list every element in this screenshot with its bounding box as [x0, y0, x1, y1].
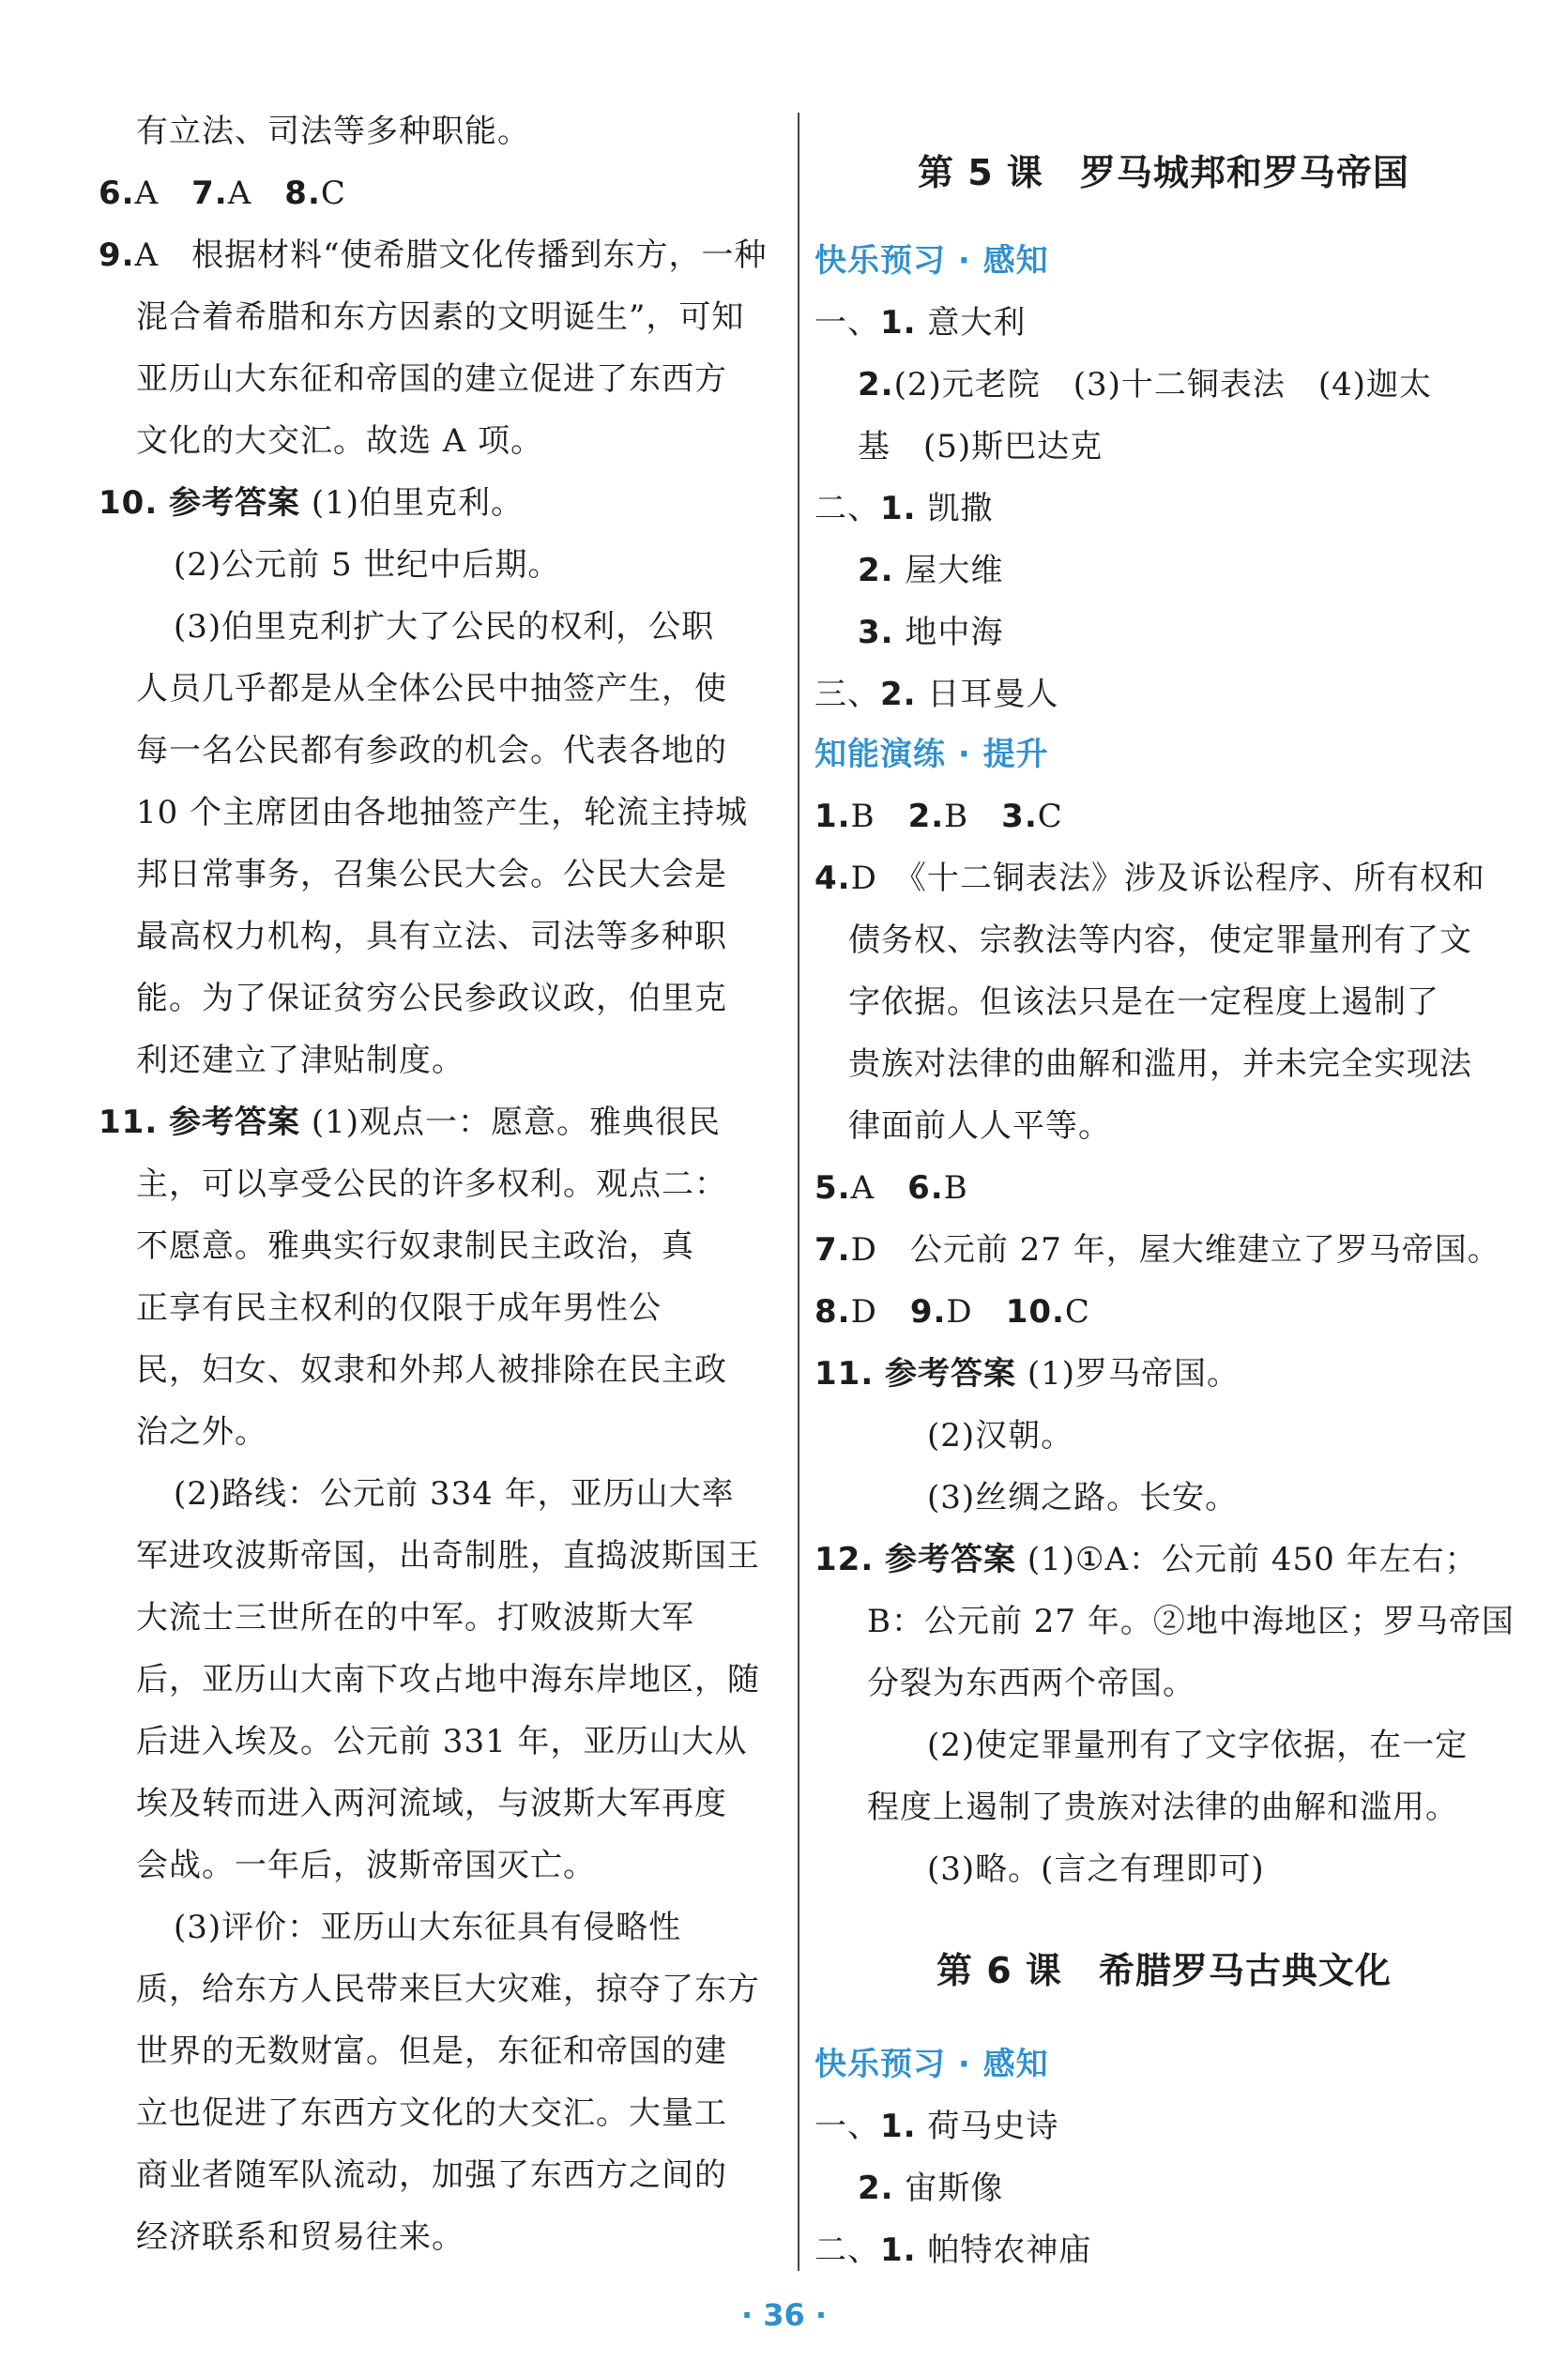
question-4: 4.D 《十二铜表法》涉及诉讼程序、所有权和 [814, 860, 1485, 897]
section-heading: 知能演练 · 提升 [814, 736, 1049, 773]
text-line: (2)公元前 5 世纪中后期。 [174, 546, 561, 584]
answer-row: 一、1. 荷马史诗 [814, 2108, 1059, 2145]
text-line: 民，妇女、奴隶和外邦人被排除在民主政 [136, 1351, 727, 1389]
text-line: 大流士三世所在的中军。打败波斯大军 [136, 1599, 694, 1637]
text-line: 后，亚历山大南下攻占地中海东岸地区，随 [136, 1661, 760, 1698]
text-line: 邦日常事务，召集公民大会。公民大会是 [136, 856, 727, 893]
text-line: 治之外。 [136, 1413, 267, 1451]
column-divider [798, 113, 799, 2271]
answer-row: 2. 屋大维 [858, 552, 1004, 589]
text-line: 最高权力机构，具有立法、司法等多种职 [136, 918, 727, 955]
question-9: 9.A 根据材料“使希腊文化传播到东方，一种 [99, 236, 768, 274]
text-line: 立也促进了东西方文化的大交汇。大量工 [136, 2094, 727, 2132]
question-10: 10. 参考答案 (1)伯里克利。 [99, 484, 525, 522]
text-line: 有立法、司法等多种职能。 [136, 113, 530, 150]
text-line: (2)汉朝。 [927, 1417, 1074, 1455]
text-line: 程度上遏制了贵族对法律的曲解和滥用。 [867, 1789, 1458, 1826]
answer-row: 一、1. 意大利 [814, 304, 1027, 342]
text-line: (3)丝绸之路。长安。 [927, 1479, 1239, 1516]
text-line: 主，可以享受公民的许多权利。观点二： [136, 1165, 727, 1203]
text-line: (3)略。(言之有理即可) [927, 1851, 1265, 1888]
answer-row: 2.(2)元老院 (3)十二铜表法 (4)迦太 [858, 366, 1433, 404]
text-line: 后进入埃及。公元前 331 年，亚历山大从 [136, 1723, 748, 1760]
text-line: 字依据。但该法只是在一定程度上遏制了 [848, 983, 1439, 1021]
answer-row: 3. 地中海 [858, 614, 1004, 651]
text-line: (2)使定罪量刑有了文字依据，在一定 [927, 1727, 1469, 1764]
text-line: 经济联系和贸易往来。 [136, 2218, 464, 2256]
text-line: 会战。一年后，波斯帝国灭亡。 [136, 1847, 596, 1884]
text-line: 人员几乎都是从全体公民中抽签产生，使 [136, 670, 727, 708]
text-line: 基 (5)斯巴达克 [858, 428, 1104, 465]
page-number: · 36 · [740, 2297, 828, 2333]
text-line: 分裂为东西两个帝国。 [867, 1665, 1195, 1702]
question-12: 12. 参考答案 (1)①A：公元前 450 年左右； [814, 1541, 1478, 1578]
text-line: (3)评价：亚历山大东征具有侵略性 [174, 1909, 682, 1946]
text-line: 亚历山大东征和帝国的建立促进了东西方 [136, 360, 727, 398]
answer-row: 二、1. 帕特农神庙 [814, 2231, 1092, 2269]
answer-row: 1.B 2.B 3.C [814, 798, 1063, 835]
answer-row: 8.D 9.D 10.C [814, 1293, 1090, 1331]
text-line: 质，给东方人民带来巨大灾难，掠夺了东方 [136, 1971, 760, 2008]
lesson-6-title: 第 6 课 希腊罗马古典文化 [936, 1950, 1392, 1991]
text-line: B：公元前 27 年。②地中海地区；罗马帝国 [867, 1603, 1515, 1640]
text-line: 利还建立了津贴制度。 [136, 1042, 464, 1079]
text-line: 贵族对法律的曲解和滥用，并未完全实现法 [848, 1045, 1472, 1083]
question-11: 11. 参考答案 (1)观点一：愿意。雅典很民 [99, 1104, 722, 1141]
answer-row: 二、1. 凯撒 [814, 490, 994, 527]
text-line: (2)路线：公元前 334 年，亚历山大率 [174, 1475, 735, 1513]
answer-row: 5.A 6.B [814, 1169, 968, 1207]
text-line: 每一名公民都有参政的机会。代表各地的 [136, 732, 727, 769]
section-heading: 快乐预习 · 感知 [814, 2046, 1049, 2083]
text-line: 正享有民主权利的仅限于成年男性公 [136, 1289, 662, 1327]
lesson-5-title: 第 5 课 罗马城邦和罗马帝国 [918, 152, 1409, 193]
text-line: 文化的大交汇。故选 A 项。 [136, 422, 544, 460]
text-line: 混合着希腊和东方因素的文明诞生”，可知 [136, 298, 745, 336]
text-line: (3)伯里克利扩大了公民的权利，公职 [174, 608, 715, 646]
answer-row: 6.A 7.A 8.C [99, 175, 346, 212]
answer-row: 三、2. 日耳曼人 [814, 676, 1059, 713]
text-line: 商业者随军队流动，加强了东西方之间的 [136, 2156, 727, 2194]
question-11: 11. 参考答案 (1)罗马帝国。 [814, 1355, 1241, 1393]
question-7: 7.D 公元前 27 年，屋大维建立了罗马帝国。 [814, 1231, 1500, 1269]
text-line: 能。为了保证贫穷公民参政议政，伯里克 [136, 980, 727, 1017]
text-line: 10 个主席团由各地抽签产生，轮流主持城 [136, 794, 749, 831]
text-line: 不愿意。雅典实行奴隶制民主政治，真 [136, 1227, 694, 1265]
text-line: 债务权、宗教法等内容，使定罪量刑有了文 [848, 921, 1472, 959]
text-line: 世界的无数财富。但是，东征和帝国的建 [136, 2033, 727, 2070]
answer-row: 2. 宙斯像 [858, 2170, 1004, 2207]
text-line: 律面前人人平等。 [848, 1107, 1111, 1145]
section-heading: 快乐预习 · 感知 [814, 242, 1049, 280]
text-line: 埃及转而进入两河流域，与波斯大军再度 [136, 1785, 727, 1822]
text-line: 军进攻波斯帝国，出奇制胜，直捣波斯国王 [136, 1537, 760, 1575]
